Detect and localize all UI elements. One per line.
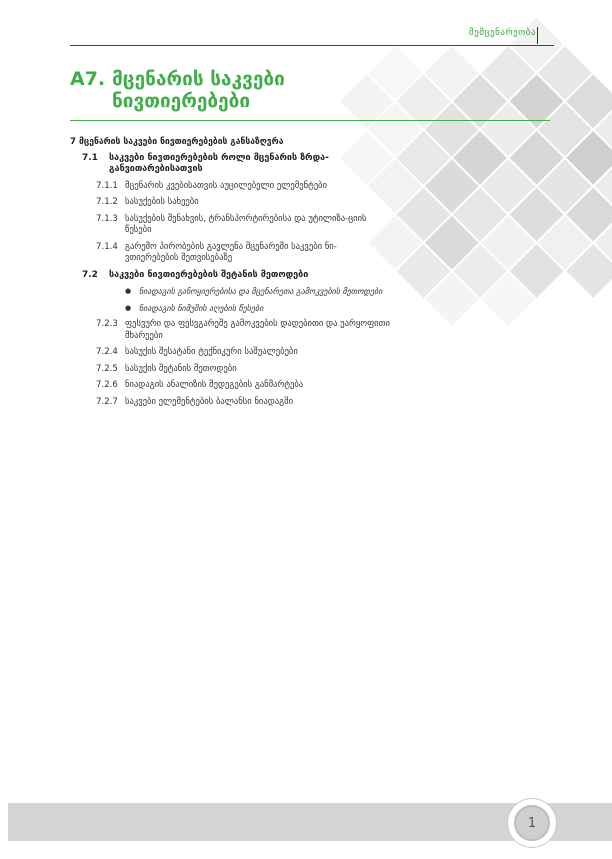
toc-item-7-1-4 xyxy=(96,242,390,265)
toc-number: 7.1.1 xyxy=(96,180,118,191)
toc-text: საკვები ელემენტების ბალანსი ნიადაგში xyxy=(125,396,294,407)
header-section-label: მემცენარეობა xyxy=(469,28,536,38)
toc-number: 7.1 xyxy=(82,152,98,163)
toc-number: 7.2.3 xyxy=(96,319,118,329)
chapter-title-line2: ნივთიერებები xyxy=(112,90,251,112)
toc-number: 7.2.4 xyxy=(96,347,118,357)
toc-text: სასუქის შეტანის მეთოდები xyxy=(125,363,237,374)
page-number-badge xyxy=(507,798,557,848)
chapter-title xyxy=(70,68,285,112)
toc-item-7-2-4 xyxy=(96,347,390,359)
toc-bullet-item xyxy=(125,286,390,298)
toc-text: საკვები ნივთიერებების როლი მცენარის ზრდა-განვითარებისათვის xyxy=(109,152,329,174)
toc-item-7-1-3 xyxy=(96,214,390,237)
toc-item-7-2 xyxy=(82,270,390,282)
bullet-icon: ● xyxy=(125,287,132,295)
toc-item-7-1-2 xyxy=(96,197,390,209)
toc-text: გარემო პირობების გავლენა მცენარეში საკვები ნი-ვთიერებების შეთვისებაზე xyxy=(125,241,337,263)
toc-text: საკვები ნივთიერებების შეტანის მეთოდები xyxy=(109,269,309,280)
toc-text: მცენარის კვებისათვის აუცილებელი ელემენტები xyxy=(125,180,327,191)
toc-item-7-2-7 xyxy=(96,397,390,409)
toc-text: სასუქების სახეები xyxy=(125,197,199,207)
toc-item-7-2-5 xyxy=(96,364,390,376)
toc-text: სასუქების შენახვის, ტრანსპორტირებისა და უტილიზა-ციის წესები xyxy=(125,213,367,235)
toc-bullet-item xyxy=(125,303,390,315)
toc-number: 7.2 xyxy=(82,269,98,280)
toc-item-7-2-6 xyxy=(96,380,390,392)
bullet-icon: ● xyxy=(125,303,132,312)
header-divider xyxy=(537,27,538,44)
chapter-number: A7. xyxy=(70,68,106,90)
toc-text: ნიადაგის ანალიზის შედეგების განმარტება xyxy=(125,380,304,390)
toc-item-7-1-1 xyxy=(96,181,390,193)
toc-text: სასუქის შესატანი ტექნიკური საშუალებები xyxy=(125,347,298,357)
toc-number: 7.1.3 xyxy=(96,213,118,224)
toc-number: 7.1.2 xyxy=(96,197,118,207)
toc-number: 7.2.6 xyxy=(96,380,118,390)
toc-number: 7.2.5 xyxy=(96,363,118,374)
toc-item-7-2-3 xyxy=(96,319,390,342)
toc-text: ფესვური და ფესვგარეშე გამოკვების დადებითი და უარყოფითი მხარეები xyxy=(125,319,390,341)
page-number: 1 xyxy=(514,805,550,841)
title-rule xyxy=(70,120,550,121)
toc-number: 7.1.4 xyxy=(96,241,118,252)
chapter-title-line1: მცენარის საკვები xyxy=(112,68,285,90)
toc-item-7-1 xyxy=(82,153,390,176)
toc-root: 7 მცენარის საკვები ნივთიერებების განსაზღვრა xyxy=(70,137,284,147)
header-rule xyxy=(70,45,554,46)
toc-text: ნიადაგის განოყიერებისა და მცენარეთა გამოკვების მეთოდები xyxy=(139,287,383,296)
toc-text: ნიადაგის ნიმუშის აღების წესები xyxy=(139,303,264,313)
table-of-contents xyxy=(70,137,390,413)
toc-number: 7.2.7 xyxy=(96,396,118,407)
